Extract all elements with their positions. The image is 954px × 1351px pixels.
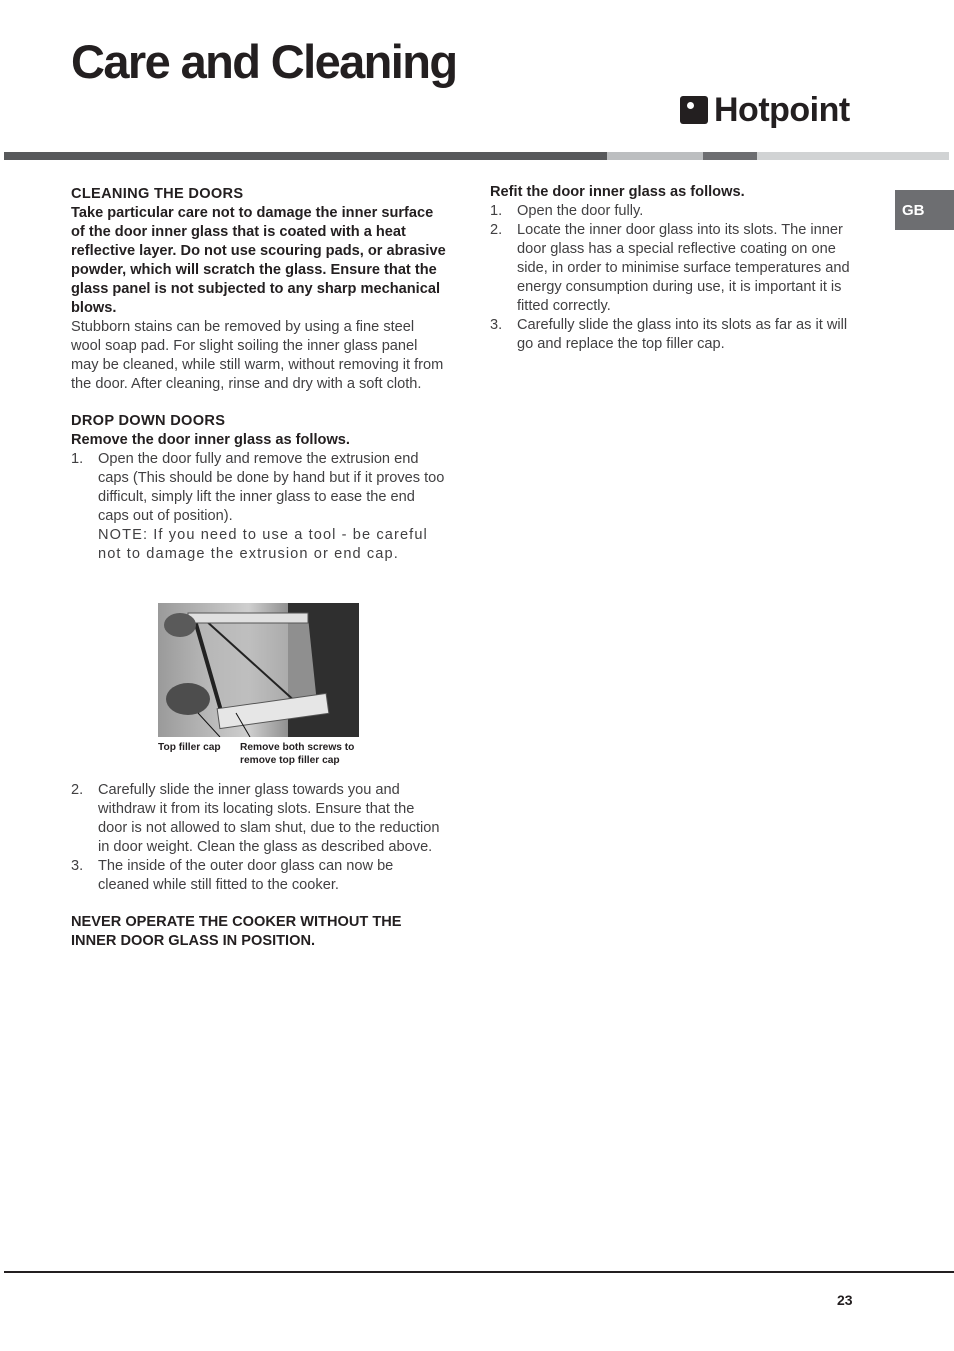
drop-down-heading: DROP DOWN DOORS [71, 413, 226, 429]
remove-subheading: Remove the door inner glass as follows. [71, 432, 350, 448]
header-bar-light [607, 152, 703, 160]
final-warning: NEVER OPERATE THE COOKER WITHOUT THE INNER DOOR GLASS IN POSITION. [71, 914, 402, 949]
page-number: 23 [837, 1292, 853, 1308]
remove-steps-list-continued [71, 781, 446, 895]
step-text: Carefully slide the glass into its slots as far as it will go and replace the top filler cap. [517, 317, 848, 352]
step-text: Locate the inner door glass into its slots. The inner door glass has a special reflective coating on one side, in order to minimise surface temperatures and energy consumption during use, it is important it is fitted correctly. [517, 222, 850, 314]
header-bar-lighter [757, 152, 949, 160]
brand-logo [680, 92, 850, 128]
oven-door-photo [158, 603, 359, 737]
page-title: Care and Cleaning [71, 35, 457, 88]
hotpoint-logo-icon [680, 96, 708, 124]
header-bar-dark [4, 152, 607, 160]
cleaning-doors-warning: Take particular care not to damage the inner surface of the door inner glass that is coated with a heat reflective layer. Do not use scouring pads, or abrasive powder, which will scratch the glass. Ensure that the glass panel is not subjected to any sharp mechanical blows. [71, 205, 446, 316]
list-item: 2. Carefully slide the inner glass towards you and withdraw it from its locating slots. Ensure that the door is not allowed to slam shut, due to the reduction in door weight. Clean the glass as described above. [71, 782, 440, 855]
step-text: Carefully slide the inner glass towards you and withdraw it from its locating slots. Ensure that the door is not allowed to slam shut, due to the reduction in door weight. Clean the glass as described above. [98, 782, 440, 855]
refit-subheading: Refit the door inner glass as follows. [490, 184, 745, 200]
list-item: 3. Carefully slide the glass into its slots as far as it will go and replace the top filler cap. [490, 317, 848, 352]
list-item: 2. Locate the inner door glass into its slots. The inner door glass has a special reflective coating on one side, in order to minimise surface temperatures and energy consumption during use, it is important it is fitted correctly. [490, 222, 850, 314]
figure-caption-remove-screws: Remove both screws to remove top filler cap [240, 742, 355, 766]
figure-caption-top-filler-cap: Top filler cap [158, 742, 221, 753]
cleaning-doors-body: Stubborn stains can be removed by using a fine steel wool soap pad. For slight soiling the inner glass panel may be cleaned, while still warm, without removing it from the door. After cleaning, rinse and dry with a soft cloth. [71, 319, 444, 392]
refit-steps-list [490, 202, 865, 354]
list-item: 3. The inside of the outer door glass can now be cleaned while still fitted to the cooker. [71, 858, 394, 893]
cleaning-doors-heading: CLEANING THE DOORS [71, 186, 244, 202]
brand-wordmark: Hotpoint [714, 91, 850, 129]
list-item: 1. Open the door fully. [490, 203, 644, 219]
remove-steps-list [71, 450, 446, 564]
left-column-continued [71, 781, 446, 951]
step-text: Open the door fully. [517, 203, 644, 219]
step-text: Open the door fully and remove the extrusion end caps (This should be done by hand but if it proves too difficult, simply lift the inner glass to ease the end caps out of position). [98, 451, 445, 524]
left-column [71, 185, 446, 564]
step-text: The inside of the outer door glass can now be cleaned while still fitted to the cooker. [98, 858, 394, 893]
right-column [490, 183, 865, 354]
footer-rule [4, 1271, 954, 1273]
step-note: NOTE: If you need to use a tool - be careful not to damage the extrusion or end cap. [98, 527, 428, 562]
list-item: 1. Open the door fully and remove the extrusion end caps (This should be done by hand but if it proves too difficult, simply lift the inner glass to ease the end caps out of position). NOTE: If you need to use a tool - be careful not to damage the extrusion or end cap. [71, 451, 445, 562]
header-bar-mid [703, 152, 757, 160]
language-tab: GB [895, 190, 954, 230]
